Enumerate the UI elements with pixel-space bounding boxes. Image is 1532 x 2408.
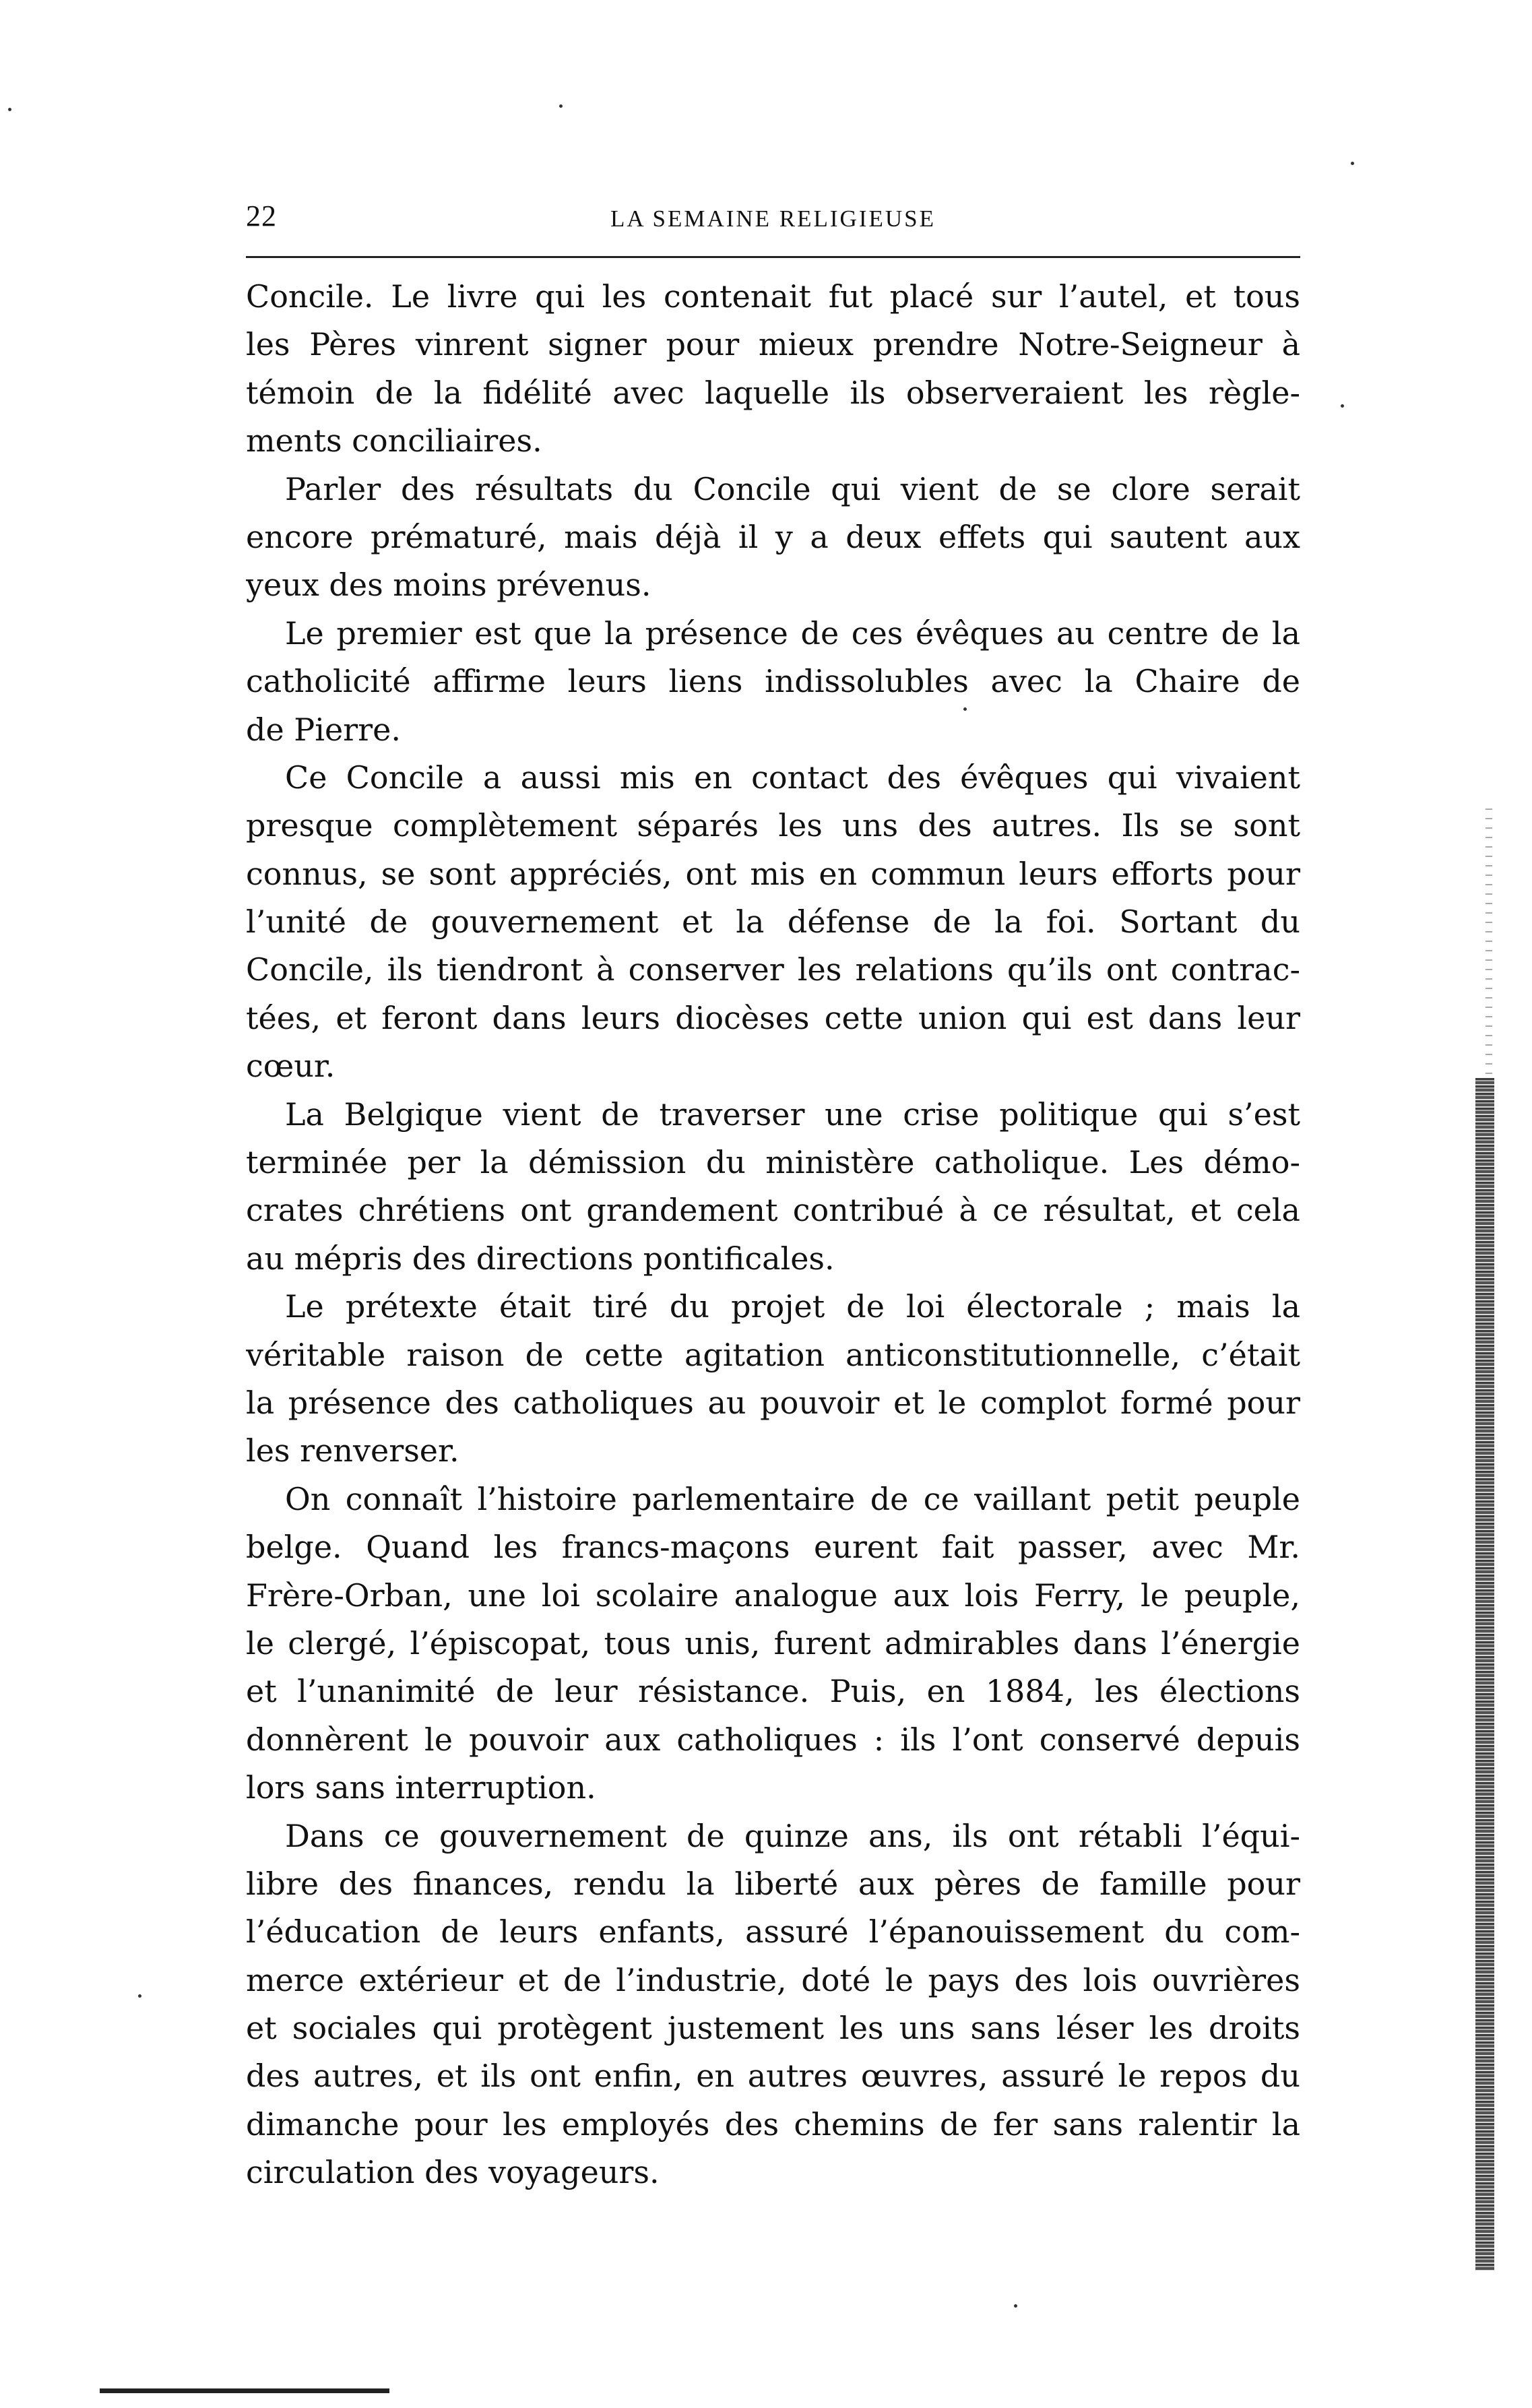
- text-line: Le prétexte était tiré du projet de loi électorale ; mais la: [285, 1288, 1300, 1325]
- text-line: yeux des moins prévenus.: [246, 567, 651, 604]
- text-line: Ce Concile a aussi mis en contact des évêques qui vivaient: [285, 759, 1300, 796]
- text-line: les Pères vinrent signer pour mieux prendre Notre-Seigneur à: [246, 326, 1300, 363]
- scan-speck: [8, 108, 11, 111]
- text-line: des autres, et ils ont enfin, en autres œuvres, assuré le repos du: [246, 2058, 1300, 2095]
- scan-speck: [138, 1994, 141, 1998]
- scan-speck: [1014, 2304, 1017, 2308]
- scan-speck: [1341, 404, 1344, 408]
- text-line: dimanche pour les employés des chemins de fer sans ralentir la: [246, 2105, 1300, 2143]
- text-line: terminée per la démission du ministère catholique. Les démo-: [246, 1144, 1300, 1181]
- text-line: encore prématuré, mais déjà il y a deux effets qui sautent aux: [246, 518, 1300, 555]
- text-line: la présence des catholiques au pouvoir et le complot formé pour: [246, 1384, 1300, 1421]
- page-number: 22: [246, 199, 277, 232]
- text-line: les renverser.: [246, 1432, 459, 1469]
- scan-speck: [963, 707, 967, 711]
- text-line: Dans ce gouvernement de quinze ans, ils ont rétabli l’équi-: [285, 1817, 1300, 1854]
- text-line: ments conciliaires.: [246, 422, 542, 460]
- text-line: lors sans interruption.: [246, 1769, 596, 1806]
- text-line: catholicité affirme leurs liens indissolubles avec la Chaire de: [246, 663, 1300, 700]
- text-line: et sociales qui protègent justement les uns sans léser les droits: [246, 2010, 1300, 2047]
- text-line: Frère-Orban, une loi scolaire analogue aux lois Ferry, le peuple,: [246, 1577, 1300, 1614]
- text-line: tées, et feront dans leurs diocèses cette union qui est dans leur: [246, 999, 1300, 1036]
- scan-edge-shadow: [1486, 809, 1492, 1078]
- text-line: de Pierre.: [246, 711, 401, 748]
- text-line: crates chrétiens ont grandement contribué à ce résultat, et cela: [246, 1192, 1300, 1229]
- text-line: véritable raison de cette agitation anticonstitutionnelle, c’était: [246, 1336, 1300, 1373]
- text-line: témoin de la fidélité avec laquelle ils observeraient les règle-: [246, 374, 1300, 411]
- text-line: l’unité de gouvernement et la défense de la foi. Sortant du: [246, 904, 1300, 941]
- text-line: au mépris des directions pontificales.: [246, 1240, 835, 1277]
- text-line: circulation des voyageurs.: [246, 2154, 660, 2191]
- text-line: Concile, ils tiendront à conserver les relations qu’ils ont contrac-: [246, 951, 1300, 988]
- text-line: Parler des résultats du Concile qui vient de se clore serait: [285, 470, 1300, 507]
- text-line: Concile. Le livre qui les contenait fut placé sur l’autel, et tous: [246, 278, 1300, 315]
- scan-speck: [559, 104, 563, 108]
- text-line: l’éducation de leurs enfants, assuré l’épanouissement du com-: [246, 1913, 1300, 1951]
- page-header: [246, 199, 1300, 239]
- text-line: On connaît l’histoire parlementaire de ce vaillant petit peuple: [285, 1480, 1300, 1517]
- text-line: belge. Quand les francs-maçons eurent fait passer, avec Mr.: [246, 1529, 1300, 1566]
- text-line: le clergé, l’épiscopat, tous unis, furent admirables dans l’énergie: [246, 1624, 1300, 1661]
- text-line: et l’unanimité de leur résistance. Puis, en 1884, les élections: [246, 1673, 1300, 1710]
- text-line: La Belgique vient de traverser une crise politique qui s’est: [285, 1096, 1300, 1133]
- text-line: connus, se sont appréciés, ont mis en commun leurs efforts pour: [246, 855, 1300, 892]
- scan-bottom-mark: [100, 2388, 389, 2393]
- text-line: presque complètement séparés les uns des autres. Ils se sont: [246, 807, 1300, 844]
- text-line: donnèrent le pouvoir aux catholiques : ils l’ont conservé depuis: [246, 1721, 1300, 1758]
- running-title: LA SEMAINE RELIGIEUSE: [610, 205, 936, 232]
- body-text: [246, 273, 1300, 2197]
- text-line: merce extérieur et de l’industrie, doté le pays des lois ouvrières: [246, 1961, 1300, 1998]
- header-rule: [246, 256, 1300, 258]
- scan-edge-shadow: [1475, 1078, 1494, 2271]
- scan-speck: [1351, 162, 1354, 165]
- text-line: Le premier est que la présence de ces évêques au centre de la: [285, 614, 1300, 652]
- text-line: cœur.: [246, 1048, 336, 1085]
- text-line: libre des finances, rendu la liberté aux pères de famille pour: [246, 1865, 1300, 1902]
